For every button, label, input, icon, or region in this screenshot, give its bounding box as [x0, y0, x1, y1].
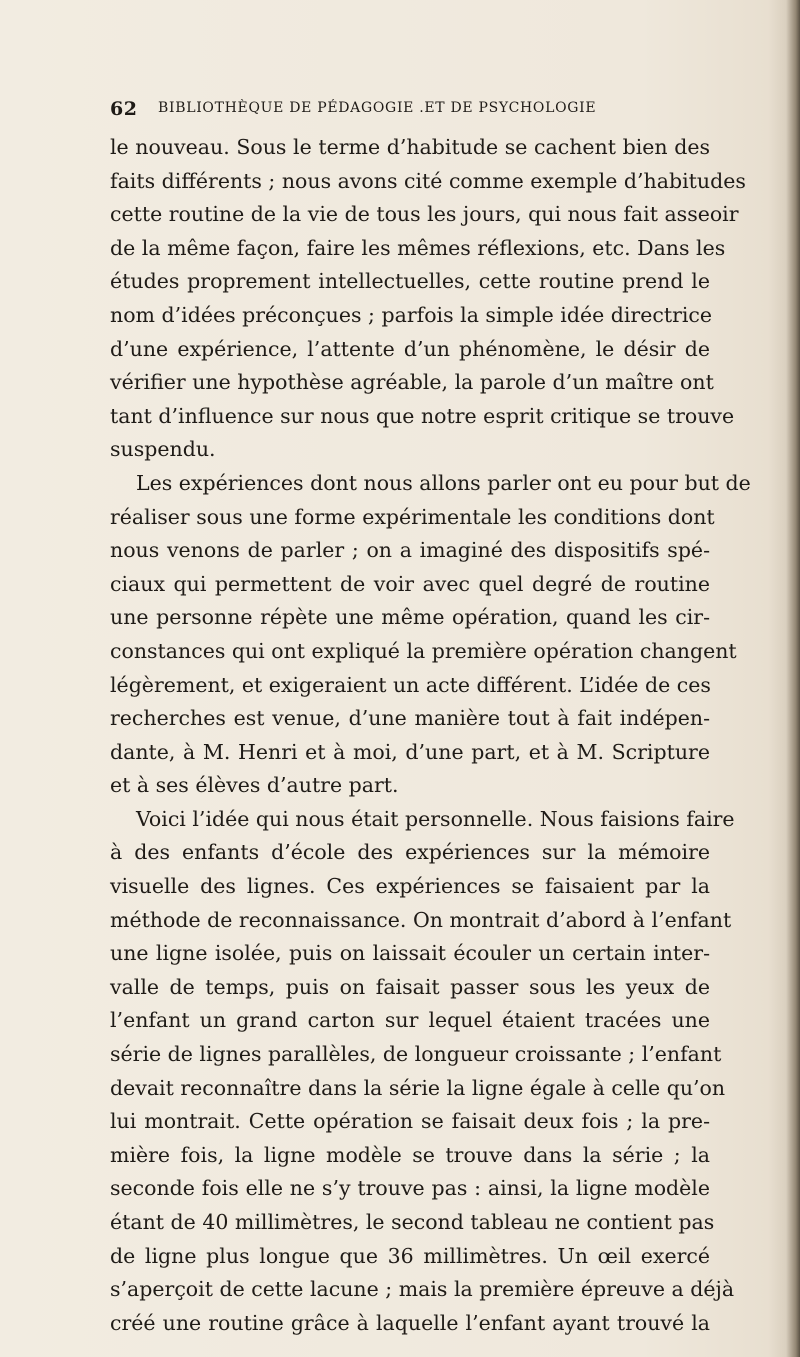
text-line: constances qui ont expliqué la première opération changent — [110, 638, 737, 663]
text-line: à des enfants d’école des expériences sur la mémoire — [110, 840, 710, 865]
text-line: créé une routine grâce à laquelle l’enfant ayant trouvé la — [110, 1310, 710, 1335]
paragraph-end-line: et à ses élèves d’autre part. — [110, 773, 399, 798]
text-line: réaliser sous une forme expérimentale les conditions dont — [110, 504, 715, 529]
text-line: visuelle des lignes. Ces expériences se faisaient par la — [110, 874, 710, 899]
text-line: nous venons de parler ; on a imaginé des dispositifs spé- — [110, 538, 710, 563]
text-line: valle de temps, puis on faisait passer sous les yeux de — [110, 974, 710, 999]
paragraph-start-line: Les expériences dont nous allons parler ont eu pour but de — [136, 470, 751, 495]
text-line: lui montrait. Cette opération se faisait deux fois ; la pre- — [110, 1109, 710, 1134]
text-line: légèrement, et exigeraient un acte différent. L’idée de ces — [110, 672, 711, 697]
paragraph-end-line: suspendu. — [110, 437, 216, 462]
text-line: d’une expérience, l’attente d’un phénomène, le désir de — [110, 336, 710, 361]
page-edge-shadow — [786, 0, 800, 1357]
text-line: série de lignes parallèles, de longueur croissante ; l’enfant — [110, 1042, 722, 1067]
body-text — [110, 131, 751, 1340]
text-line: s’aperçoit de cette lacune ; mais la première épreuve a déjà — [110, 1277, 735, 1302]
text-line: études proprement intellectuelles, cette routine prend le — [110, 269, 710, 294]
text-line: méthode de reconnaissance. On montrait d’abord à l’enfant — [110, 907, 732, 932]
text-line: le nouveau. Sous le terme d’habitude se cachent bien des — [110, 135, 710, 159]
text-line: seconde fois elle ne s’y trouve pas : ainsi, la ligne modèle — [110, 1176, 710, 1201]
text-line: nom d’idées préconçues ; parfois la simple idée directrice — [110, 302, 713, 327]
text-line: une personne répète une même opération, quand les cir- — [110, 605, 710, 630]
text-line: de la même façon, faire les mêmes réflexions, etc. Dans les — [110, 235, 726, 260]
text-line: tant d’influence sur nous que notre esprit critique se trouve — [110, 403, 735, 428]
text-line: dante, à M. Henri et à moi, d’une part, et à M. Scripture — [110, 739, 710, 764]
text-line: vérifier une hypothèse agréable, la parole d’un maître ont — [110, 370, 714, 395]
text-line: mière fois, la ligne modèle se trouve dans la série ; la — [110, 1142, 710, 1167]
text-line: l’enfant un grand carton sur lequel étaient tracées une — [110, 1008, 710, 1033]
text-line: faits différents ; nous avons cité comme exemple d’habitudes — [110, 168, 746, 193]
page-number: 62 — [110, 98, 138, 120]
text-line: de ligne plus longue que 36 millimètres. Un œil exercé — [110, 1243, 710, 1268]
text-line: devait reconnaître dans la série la ligne égale à celle qu’on — [110, 1075, 726, 1100]
text-line: étant de 40 millimètres, le second tableau ne contient pas — [110, 1210, 715, 1234]
text-line: ciaux qui permettent de voir avec quel degré de routine — [110, 571, 710, 596]
running-head — [110, 90, 700, 130]
running-head-title: BIBLIOTHÈQUE DE PÉDAGOGIE .ET DE PSYCHOLOGIE — [158, 100, 597, 116]
text-line: cette routine de la vie de tous les jours, qui nous fait asseoir — [110, 202, 739, 227]
text-line: une ligne isolée, puis on laissait écouler un certain inter- — [110, 941, 710, 966]
paragraph-start-line: Voici l’idée qui nous était personnelle. Nous faisions faire — [136, 806, 735, 831]
text-line: recherches est venue, d’une manière tout à fait indépen- — [110, 706, 710, 731]
